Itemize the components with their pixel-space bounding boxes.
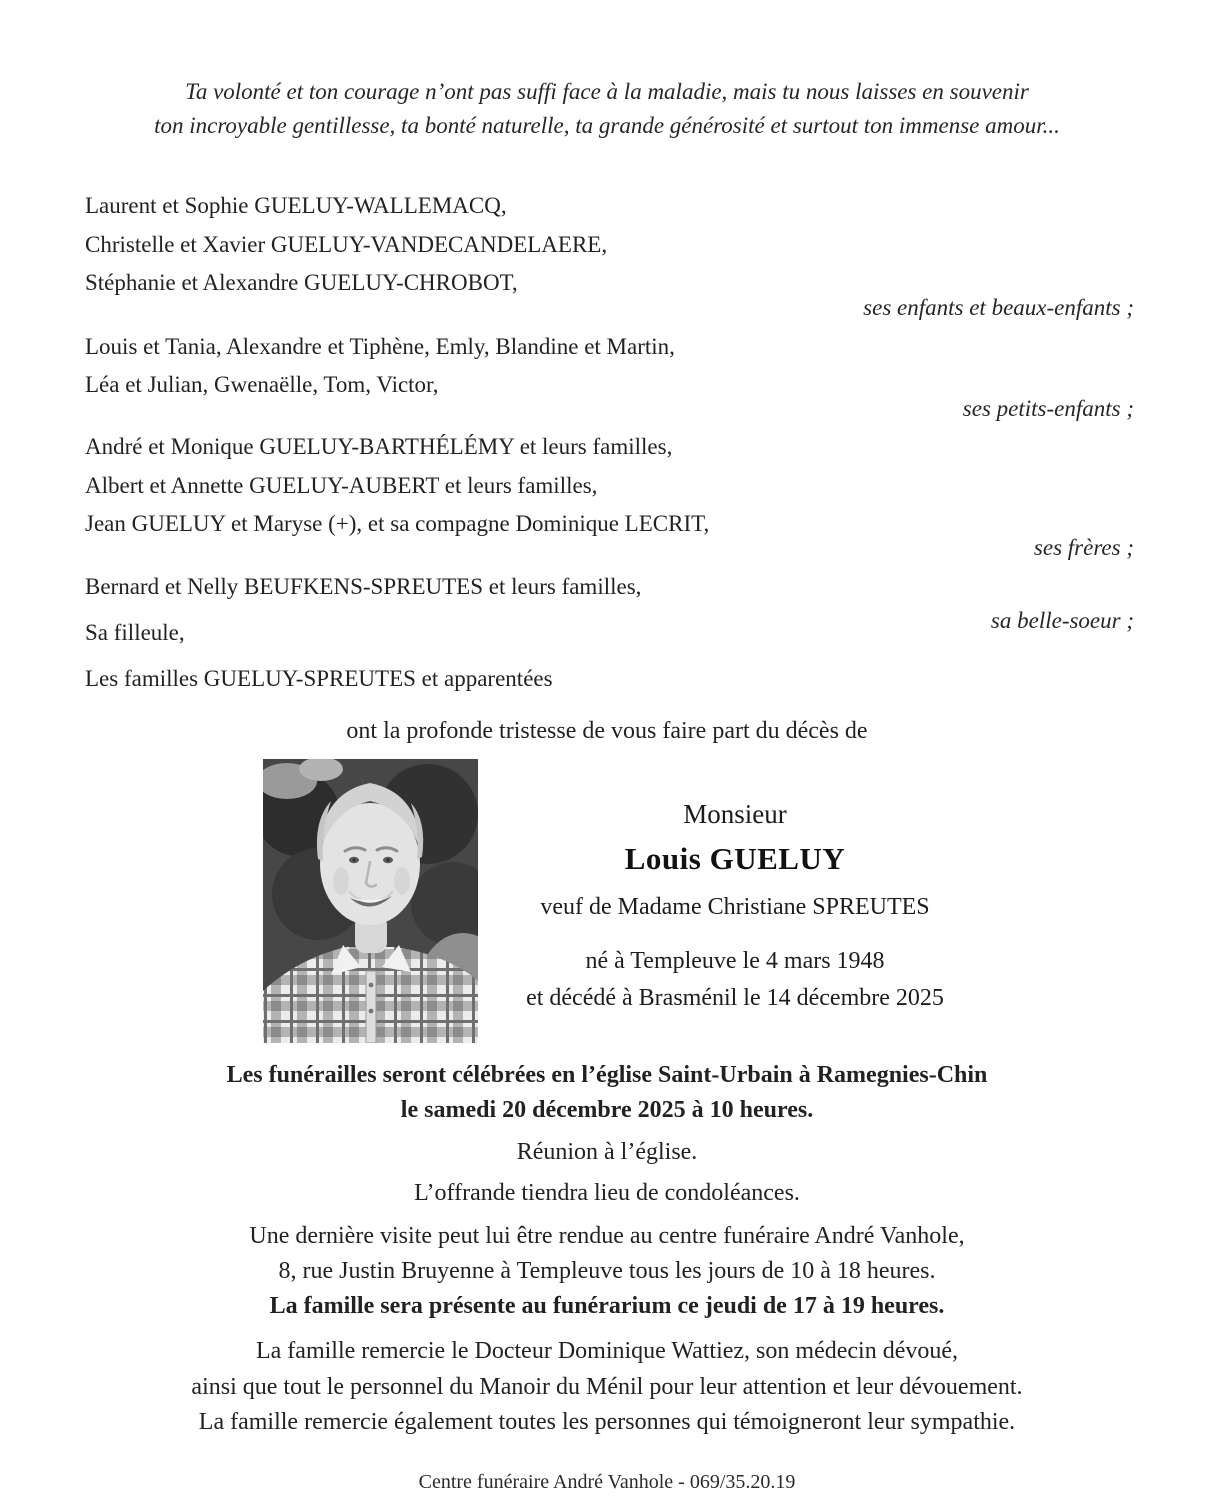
epigraph-line1: Ta volonté et ton courage n’ont pas suffi face à la maladie, mais tu nous laisses en souvenir <box>185 79 1029 104</box>
family-line-sister-in-law: Bernard et Nelly BEUFKENS-SPREUTES et leurs familles, <box>85 574 642 599</box>
family-line-children-3: Stéphanie et Alexandre GUELUY-CHROBOT, <box>85 270 518 295</box>
deceased-text-block <box>478 759 992 1010</box>
funeral-line2: le samedi 20 décembre 2025 à 10 heures. <box>400 1097 814 1123</box>
deceased-title: Monsieur <box>683 799 787 829</box>
family-line-children-2: Christelle et Xavier GUELUY-VANDECANDELAERE, <box>85 232 608 257</box>
offering-line: L’offrande tiendra lieu de condoléances. <box>414 1180 800 1206</box>
visit-line2: 8, rue Justin Bruyenne à Templeuve tous les jours de 10 à 18 heures. <box>278 1258 936 1284</box>
family-line-brothers-3: Jean GUELUY et Maryse (+), et sa compagne Dominique LECRIT, <box>85 511 710 536</box>
meeting-line: Réunion à l’église. <box>516 1139 698 1165</box>
birth-line: né à Templeuve le 4 mars 1948 <box>585 948 885 974</box>
announcement-text: ont la profonde tristesse de vous faire part du décès de <box>346 718 868 744</box>
widower-line: veuf de Madame Christiane SPREUTES <box>540 894 930 920</box>
deceased-name: Louis GUELUY <box>624 841 846 876</box>
family-line-children-1: Laurent et Sophie GUELUY-WALLEMACQ, <box>85 193 507 218</box>
funerarium-line: La famille sera présente au funérarium ce jeudi de 17 à 19 heures. <box>269 1293 945 1319</box>
portrait-photo <box>263 759 478 1043</box>
relation-label-sister-in-law: sa belle-soeur ; <box>990 608 1134 633</box>
funeral-home-contact: Centre funéraire André Vanhole - 069/35.20.19 <box>418 1471 796 1493</box>
relation-label-grandchildren: ses petits-enfants ; <box>962 396 1134 421</box>
relation-label-brothers: ses frères ; <box>1033 535 1134 560</box>
family-line-grandchildren-1: Louis et Tania, Alexandre et Tiphène, Emly, Blandine et Martin, <box>85 334 675 359</box>
thanks-line3: La famille remercie également toutes les personnes qui témoigneront leur sympathie. <box>198 1409 1016 1435</box>
family-line-brothers-2: Albert et Annette GUELUY-AUBERT et leurs familles, <box>85 473 598 498</box>
family-line-brothers-1: André et Monique GUELUY-BARTHÉLÉMY et leurs familles, <box>85 434 673 459</box>
funeral-line1: Les funérailles seront célébrées en l’église Saint-Urbain à Ramegnies-Chin <box>226 1062 988 1088</box>
family-line-goddaughter: Sa filleule, <box>85 620 185 645</box>
visit-line1: Une dernière visite peut lui être rendue au centre funéraire André Vanhole, <box>249 1223 965 1249</box>
death-line: et décédé à Brasménil le 14 décembre 2025 <box>526 985 944 1011</box>
family-line-grandchildren-2: Léa et Julian, Gwenaëlle, Tom, Victor, <box>85 372 439 397</box>
thanks-line2: ainsi que tout le personnel du Manoir du Ménil pour leur attention et leur dévouement. <box>191 1374 1023 1400</box>
thanks-line1: La famille remercie le Docteur Dominique Wattiez, son médecin dévoué, <box>255 1338 958 1364</box>
relation-label-children: ses enfants et beaux-enfants ; <box>863 295 1134 320</box>
epigraph-line2: ton incroyable gentillesse, ta bonté naturelle, ta grande générosité et surtout ton immense amour... <box>154 113 1060 138</box>
family-line-families: Les familles GUELUY-SPREUTES et apparentées <box>85 666 553 691</box>
deceased-section <box>0 759 1214 1043</box>
